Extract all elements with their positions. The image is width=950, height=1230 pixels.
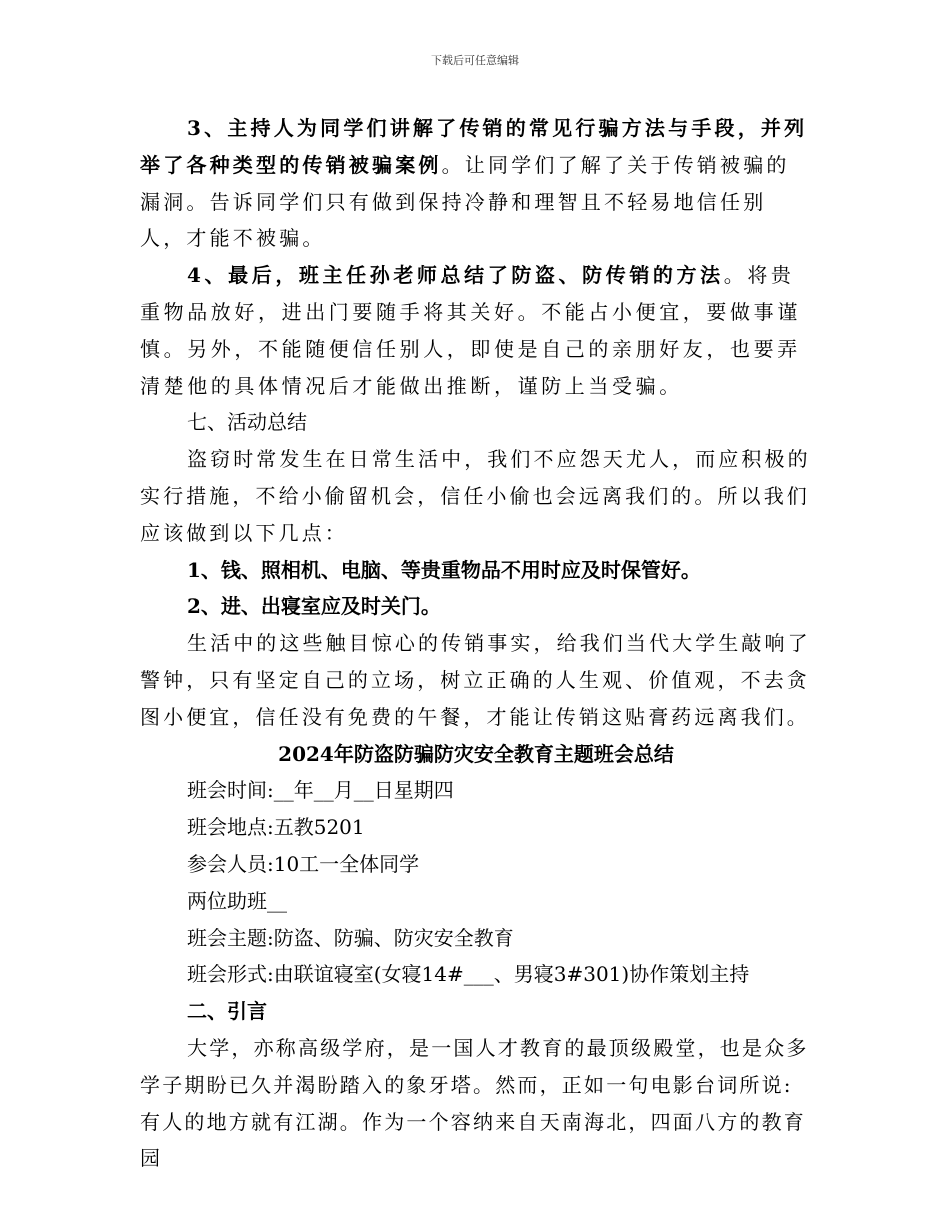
meta-time: 班会时间:__年__月__日星期四: [187, 778, 454, 803]
list-item-2: 2、进、出寝室应及时关门。: [187, 594, 441, 619]
paragraph-teacher-summary: [140, 257, 812, 404]
meta-people: 参会人员:10工一全体同学: [187, 851, 420, 876]
paragraph-text: 。将贵重物品放好，进出门要随手将其关好。不能占小便宜，要做事谨慎。另外，不能随便信任别人，即使是自己的亲朋好友，也要弄清楚他的具体情况后才能做出推断，谨防上当受骗。: [140, 263, 801, 398]
section-heading-intro: 二、引言: [187, 999, 267, 1024]
list-item-1: 1、钱、照相机、电脑、等贵重物品不用时应及时保管好。: [187, 557, 701, 582]
document-body: [140, 110, 812, 1177]
paragraph-theft: 盗窃时常发生在日常生活中，我们不应怨天尤人，而应积极的实行措施，不给小偷留机会，信任小偷也会远离我们的。所以我们应该做到以下几点：: [140, 447, 811, 545]
paragraph-intro: 大学，亦称高级学府，是一国人才教育的最顶级殿堂，也是众多学子期盼已久并渴盼踏入的象牙塔。然而，正如一句电影台词所说:有人的地方就有江湖。作为一个容纳来自天南海北，四面八方的教育园: [140, 1035, 809, 1171]
document-title: 2024年防盗防骗防灾安全教育主题班会总结: [278, 741, 674, 766]
section-heading-summary: 七、活动总结: [187, 410, 307, 435]
meta-theme: 班会主题:防盗、防骗、防灾安全教育: [187, 925, 514, 950]
meta-form: 班会形式:由联谊寝室(女寝14#___、男寝3#301)协作策划主持: [187, 962, 750, 987]
paragraph-text: 。让同学们了解了关于传销被骗的漏洞。告诉同学们只有做到保持冷静和理智且不轻易地信任别人，才能不被骗。: [140, 152, 790, 251]
paragraph-lead-bold: 4、最后，班主任孙老师总结了防盗、防传销的方法: [187, 263, 724, 288]
paragraph-warning: 生活中的这些触目惊心的传销事实，给我们当代大学生敲响了警钟，只有坚定自己的立场，树立正确的人生观、价值观，不去贪图小便宜，信任没有免费的午餐，才能让传销这贴膏药远离我们。: [140, 631, 811, 729]
meta-place: 班会地点:五教5201: [187, 815, 365, 840]
page-header: 下载后可任意编辑: [431, 54, 519, 67]
meta-assistants: 两位助班__: [187, 888, 287, 913]
paragraph-host-lecture: [140, 110, 812, 257]
paragraph-lead-bold: 3、主持人为同学们讲解了传销的常见行骗方法与手段，并列举了各种类型的传销被骗案例: [140, 116, 808, 177]
